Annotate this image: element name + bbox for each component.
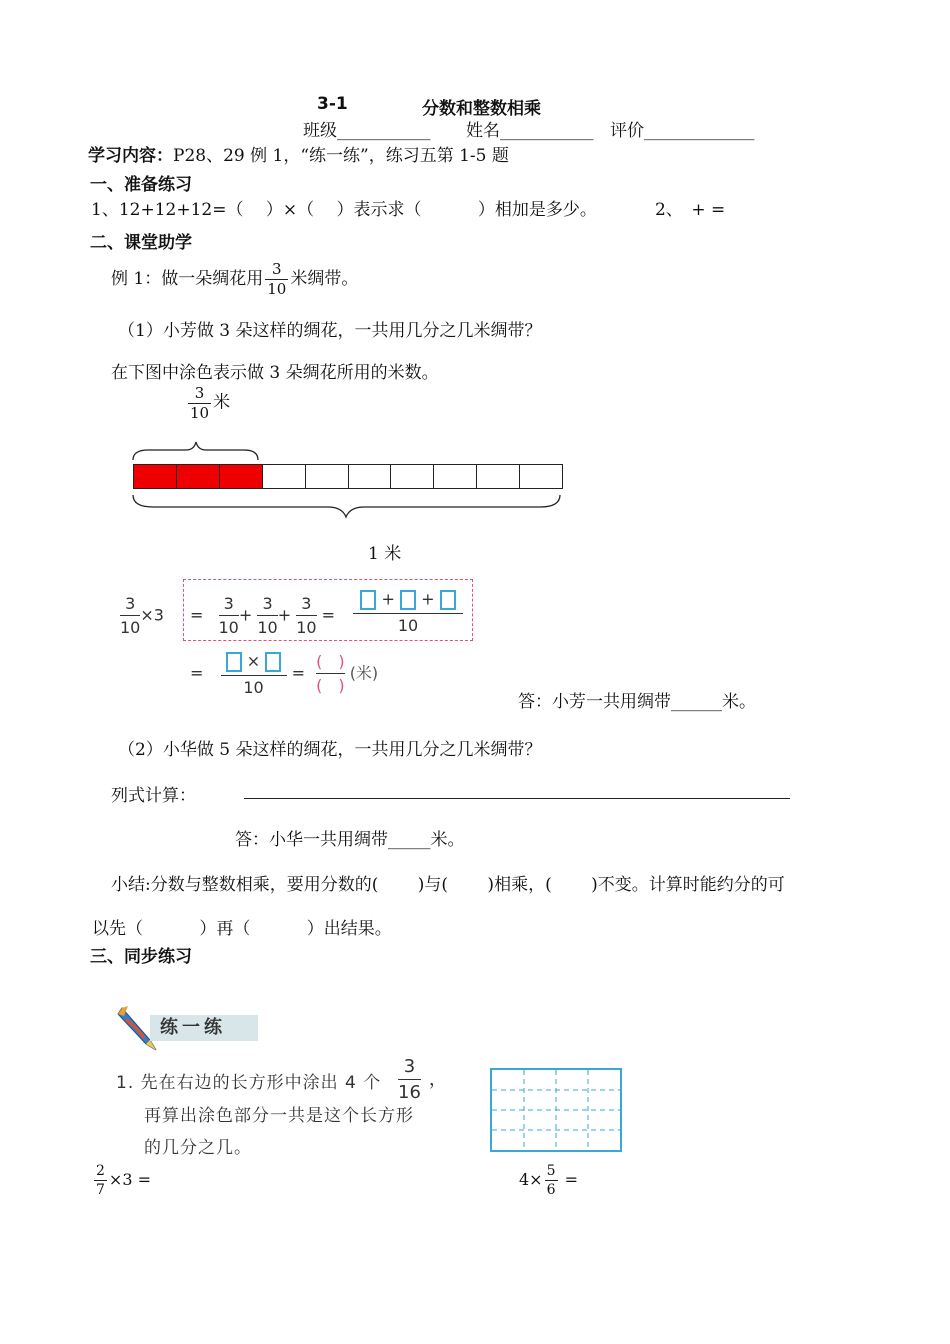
question-1: （1）小芳做 3 朵这样的绸花，一共用几分之几米绸带？ (118, 321, 542, 341)
exercise1-line2: 再算出涂色部分一共是这个长方形 (144, 1106, 414, 1126)
exercise1-line3: 的几分之几。 (144, 1138, 252, 1158)
list-calc-label: 列式计算： (111, 786, 196, 806)
practice-banner: 练一练 (150, 1015, 258, 1041)
example1-pre: 例 1：做一朵绸花用 (111, 269, 264, 289)
bar-fraction-label: $\frac{3}{10}$ 米 (190, 384, 231, 422)
bar-cell[interactable] (263, 465, 306, 488)
name-blank: ___________ (500, 121, 594, 141)
calc-left: $\frac{3}{10}$ ×3 (120, 594, 164, 637)
example1 (111, 262, 358, 297)
coloring-instruction: 在下图中涂色表示做 3 朵绸花所用的米数。 (111, 363, 439, 383)
class-blank: ___________ (337, 121, 431, 141)
ribbon-bar[interactable] (133, 464, 563, 489)
answer-2: 答：小华一共用绸带_____米。 (235, 830, 465, 850)
study-label: 学习内容： (88, 146, 173, 166)
calc-product-line: = × 10 = ( ) ( ) (米) (190, 651, 379, 697)
bar-cell[interactable] (349, 465, 392, 488)
example1-post: 米绸带。 (290, 269, 359, 289)
top-brace (128, 440, 268, 462)
numerator-box[interactable] (360, 590, 376, 610)
summary-line1: 小结:分数与整数相乘，要用分数的( )与( )相乘，( )不变。计算时能约分的可 (111, 875, 785, 895)
example1-fraction: $\frac{3}{10}$ (267, 260, 287, 298)
page-title: 分数和整数相乘 (422, 99, 541, 119)
bar-cell[interactable] (520, 465, 562, 488)
bar-cell-filled[interactable] (177, 465, 220, 488)
answer-line[interactable] (244, 798, 790, 799)
calc-expansion: = $\frac{3}{10}$ + $\frac{3}{10}$ + $\frac{3}{10}$ = (190, 594, 336, 637)
bar-cell-filled[interactable] (220, 465, 263, 488)
answer-1: 答：小芳一共用绸带______米。 (518, 692, 756, 712)
section3-heading: 三、同步练习 (90, 947, 192, 967)
name-label: 姓名 (466, 121, 500, 141)
bar-cell[interactable] (306, 465, 349, 488)
shading-rectangle[interactable] (490, 1068, 622, 1152)
section1-question1: 1、12+12+12=（ ）×（ ）表示求（ ）相加是多少。 (91, 200, 597, 220)
eval-label: 评价 (610, 121, 644, 141)
bar-cell-filled[interactable] (134, 465, 177, 488)
bar-cell[interactable] (434, 465, 477, 488)
calc-sum-fraction: + + 10 (352, 590, 464, 634)
numerator-box[interactable] (400, 590, 416, 610)
one-meter-label: 1 米 (368, 544, 402, 564)
practice-calc-b: 4× $\frac{5}{6}$ = (519, 1163, 579, 1198)
study-content (88, 141, 509, 166)
section1-heading: 一、准备练习 (90, 175, 192, 195)
numerator-box[interactable] (440, 590, 456, 610)
bar-cell[interactable] (391, 465, 434, 488)
practice-calc-a: $\frac{2}{7}$ ×3 = (96, 1163, 151, 1198)
name-field[interactable] (466, 116, 594, 141)
question-2: （2）小华做 5 朵这样的绸花，一共用几分之几米绸带？ (118, 740, 542, 760)
exercise1-fraction: $\frac{3}{16}$ ， (398, 1056, 447, 1103)
summary-line2: 以先（ ）再（ ）出结果。 (92, 919, 392, 939)
class-label: 班级 (303, 121, 337, 141)
eval-blank: _____________ (644, 121, 755, 141)
numerator-box[interactable] (226, 652, 242, 672)
study-text: P28、29 例 1，“练一练”，练习五第 1-5 题 (173, 146, 509, 166)
class-field[interactable] (303, 116, 431, 141)
exercise1-line1: 1. 先在右边的长方形中涂出 4 个 (116, 1073, 382, 1093)
numerator-box[interactable] (265, 652, 281, 672)
section2-heading: 二、课堂助学 (90, 233, 192, 253)
bottom-brace (128, 493, 570, 519)
title-number: 3-1 (317, 94, 348, 114)
eval-field[interactable] (610, 116, 755, 141)
bar-cell[interactable] (477, 465, 520, 488)
section1-question2: 2、 + = (655, 200, 726, 220)
